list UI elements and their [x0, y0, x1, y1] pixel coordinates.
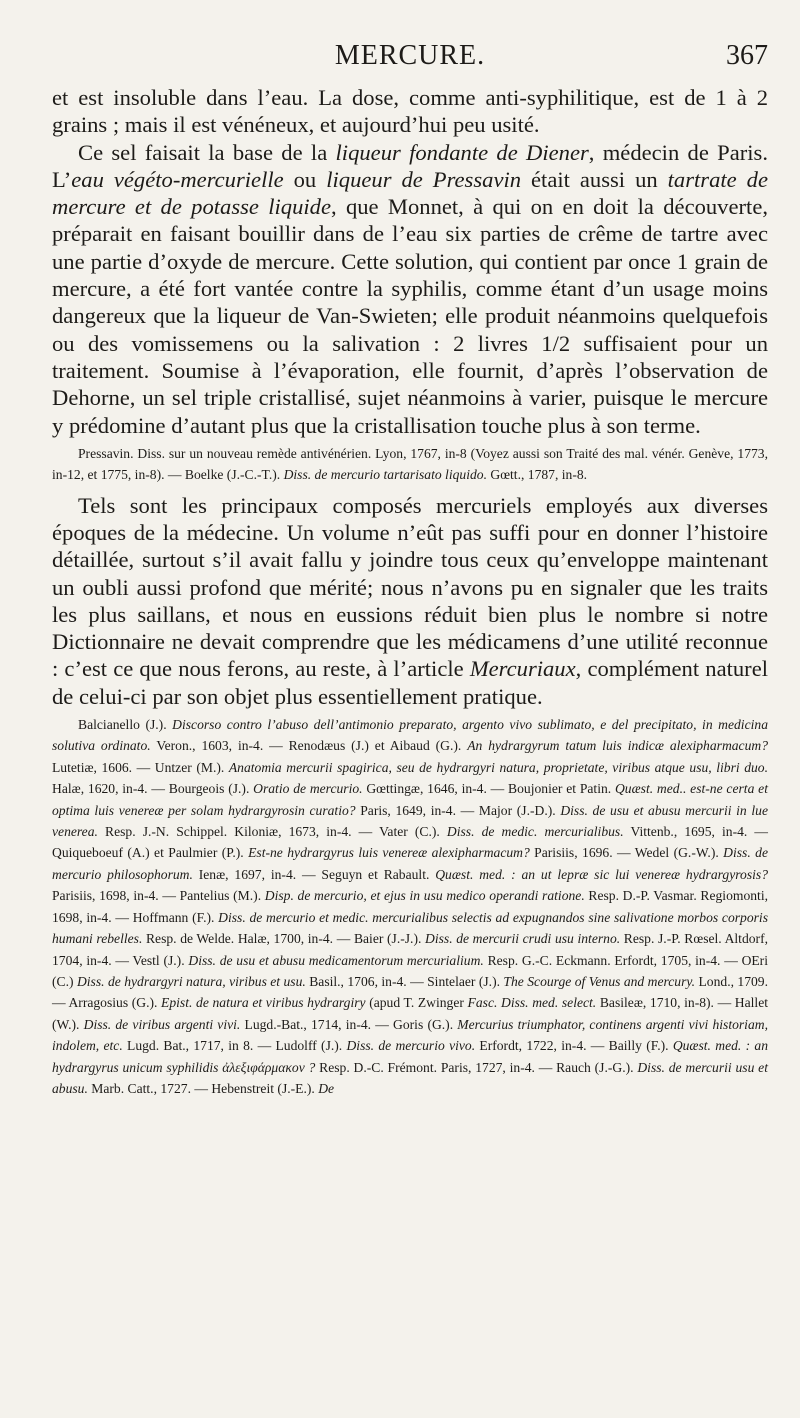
reference-title: Discorso contro l’abuso dell’antimonio preparato, argento vivo sublimato, e del precipitato, in medicina solutiva ordinato. — [52, 717, 768, 754]
reference-title: Mercurius triumphator, continens argenti vivi historiam, indolem, etc. — [52, 1016, 768, 1054]
reference-text: Resp. J.-P. Rœsel. Altdorf, 1704, in-4. — Vestl (J.). — [52, 931, 768, 968]
reference-text: Paris, 1649, in-4. — Major (J.-D.). — [355, 802, 561, 818]
page-header — [52, 40, 768, 84]
document-page — [52, 40, 768, 1105]
reference-title: Epist. de natura et viribus hydrargiry — [161, 995, 366, 1011]
reference-block-1 — [52, 443, 768, 486]
reference-title: Diss. de mercurio philosophorum. — [52, 845, 768, 882]
paragraph-2-text-4: était aussi un — [521, 166, 668, 192]
reference-title: Disp. de mercurio, et ejus in usu medico operandi ratione. — [264, 888, 585, 904]
reference-title: The Scourge of Venus and mercury. — [503, 973, 696, 989]
reference-block-2 — [52, 714, 768, 1099]
reference-text: Basileæ, 1710, in-8). — Hallet (W.). — [52, 995, 769, 1032]
reference-1-text-2: Gœtt., 1787, in-8. — [486, 467, 588, 483]
reference-2 — [52, 714, 768, 1099]
reference-title: Quæst. med. : an hydrargyrus unicum syphilidis ἀλεξιφάρμακον ? — [52, 1038, 768, 1075]
reference-title: Quæst. med.. est-ne certa et optima luis venereæ per solam hydrargyrosin curatio? — [52, 781, 768, 818]
reference-title: Diss. de viribus argenti vivi. — [83, 1016, 241, 1032]
reference-text: Resp. D.-C. Frémont. Paris, 1727, in-4. — Rauch (J.-G.). — [315, 1059, 638, 1075]
reference-title: Diss. de mercurio vivo. — [346, 1038, 476, 1054]
reference-1-text-1: Pressavin. Diss. sur un nouveau remède antivénérien. Lyon, 1767, in-8 (Voyez aussi son Traité des mal. vénér. Genève, 1773, in-12, et 1775, in-8). — Boelke (J.-C.-T.). — [52, 445, 768, 483]
reference-text: Marb. Catt., 1727. — Hebenstreit (J.-E.). — [87, 1080, 319, 1096]
paragraph-3-text-1: Tels sont les principaux composés mercuriels employés aux diverses époques de la médecine. Un volume n’eût pas suffi pour en donner l’histoire détaillée, surtout s’il avait fallu y joindre tous ceux qu’enveloppe maintenant un oubli aussi profond que mérité; nous n’avons pu en signaler que les traits les plus saillans, et nous en eussions réduit bien plus le nombre si notre Dictionnaire ne devait comprendre que les médicamens d’une utilité reconnue : c’est ce que nous ferons, au reste, à l’article — [52, 492, 768, 682]
reference-title: Diss. de mercurio et medic. mercurialibus selectis ad expugnandos sine salivatione morbos corporis humani rebelles. — [52, 909, 768, 947]
reference-title: Diss. de usu et abusu medicamentorum mercurialium. — [188, 952, 484, 968]
main-text — [52, 84, 768, 439]
reference-text: Resp. G.-C. Eckmann. Erfordt, 1705, in-4. — OEri (C.) — [52, 952, 768, 989]
reference-text: Resp. J.-N. Schippel. Kiloniæ, 1673, in-4. — Vater (C.). — [97, 824, 447, 840]
reference-text: Resp. de Welde. Halæ, 1700, in-4. — Baier (J.-J.). — [142, 931, 426, 947]
paragraph-2-text-1: Ce sel faisait la base de la — [78, 139, 336, 165]
paragraph-2-text-3: ou — [283, 166, 327, 192]
reference-text: Parisiis, 1696. — Wedel (G.-W.). — [529, 845, 724, 861]
paragraph-3-italic-1: Mercuriaux — [469, 656, 576, 682]
reference-text: Parisiis, 1698, in-4. — Pantelius (M.). — [52, 888, 265, 904]
reference-1-italic-1: Diss. de mercurio tartarisato liquido. — [283, 467, 487, 483]
reference-title: Oratio de mercurio. — [253, 781, 363, 797]
paragraph-2-text-5: , que Monnet, à qui on en doit la découverte, préparait en faisant bouillir dans de l’eau six parties de crême de tartre avec une partie d’oxyde de mercure. Cette solution, qui contient par once 1 grain de mercure, a été fort vantée contre la syphilis, comme étant d’un usage moins dangereux que la liqueur de Van-Swieten; elle produit néanmoins quelquefois ou des vomissemens ou la salivation : 2 livres 1/2 suffisaient pour un traitement. Soumise à l’évaporation, elle fournit, d’après l’observation de Dehorne, un sel triple cristallisé, sujet néanmoins à varier, puisque le mercure y prédomine d’autant plus que la cristallisation touche plus à son terme. — [52, 194, 768, 438]
paragraph-2-italic-2: eau végéto-mercurielle — [71, 166, 284, 192]
reference-text: Resp. D.-P. Vasmar. Regiomonti, 1698, in-4. — Hoffmann (F.). — [52, 888, 768, 925]
paragraph-1: et est insoluble dans l’eau. La dose, comme anti-syphilitique, est de 1 à 2 grains ; mais il est vénéneux, et aujourd’hui peu usité. — [52, 85, 768, 138]
main-text-2 — [52, 492, 768, 710]
reference-text: Lugd.-Bat., 1714, in-4. — Goris (G.). — [240, 1016, 458, 1032]
reference-text: Gœttingæ, 1646, in-4. — Boujonier et Patin. — [362, 781, 615, 797]
paragraph-3-text-2: , complément naturel de celui-ci par son objet plus essentiellement pratique. — [52, 656, 768, 709]
reference-text: Halæ, 1620, in-4. — Bourgeois (J.). — [52, 781, 254, 797]
reference-title: Quæst. med. : an ut lepræ sic lui venereæ hydrargyrosis? — [435, 866, 768, 882]
reference-text: (apud T. Zwinger — [365, 995, 468, 1011]
page-number: 367 — [726, 40, 768, 71]
reference-title: Anatomia mercurii spagirica, seu de hydrargyri natura, proprietate, viribus atque usu, libri duo. — [228, 759, 769, 775]
reference-title: De — [318, 1080, 335, 1096]
reference-text: Erfordt, 1722, in-4. — Bailly (F.). — [475, 1038, 673, 1054]
reference-title: Fasc. Diss. med. select. — [467, 995, 597, 1011]
reference-text: Basil., 1706, in-4. — Sintelaer (J.). — [305, 973, 504, 989]
reference-title: Diss. de usu et abusu mercurii in lue venerea. — [52, 802, 768, 840]
reference-title: An hydrargyrum tatum luis indicæ alexipharmacum? — [467, 738, 768, 754]
reference-1 — [52, 443, 768, 486]
reference-title: Diss. de medic. mercurialibus. — [446, 824, 624, 840]
running-title: MERCURE. — [334, 40, 486, 71]
paragraph-2-text-2: , médecin de Paris. L’ — [52, 139, 768, 192]
reference-text: Lond., 1709. — Arragosius (G.). — [52, 973, 768, 1011]
reference-text: Ienæ, 1697, in-4. — Seguyn et Rabault. — [192, 866, 436, 882]
reference-title: Diss. de hydrargyri natura, viribus et usu. — [76, 973, 306, 989]
paragraph-3 — [52, 492, 768, 710]
paragraph-2-italic-3: liqueur de Pressavin — [326, 166, 522, 192]
reference-text: Lutetiæ, 1606. — Untzer (M.). — [52, 759, 229, 775]
paragraph-2-italic-1: liqueur fondante de Diener — [335, 139, 589, 165]
reference-title: Diss. de mercurii crudi usu interno. — [425, 931, 621, 947]
reference-text: Lugd. Bat., 1717, in 8. — Ludolff (J.). — [122, 1038, 347, 1054]
reference-title: Est-ne hydrargyrus luis venereæ alexipharmacum? — [248, 845, 530, 861]
reference-text: Veron., 1603, in-4. — Renodæus (J.) et Aibaud (G.). — [150, 738, 468, 754]
reference-title: Diss. de mercurii usu et abusu. — [52, 1059, 768, 1096]
reference-text: Balcianello (J.). — [78, 717, 173, 733]
reference-text: Vittenb., 1695, in-4. — Quiqueboeuf (A.) et Paulmier (P.). — [52, 824, 768, 861]
paragraph-2 — [52, 139, 768, 439]
paragraph-2-italic-4: tartrate de mercure et de potasse liquide — [52, 166, 769, 220]
